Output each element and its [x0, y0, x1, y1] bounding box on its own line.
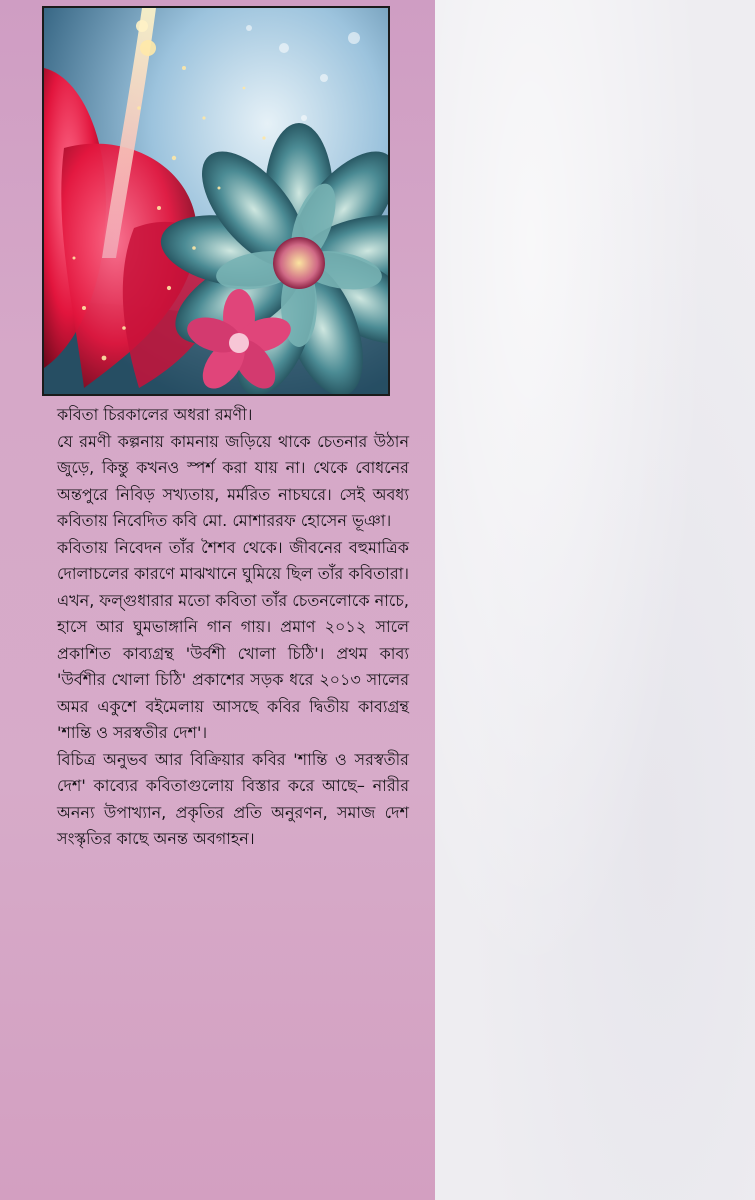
back-cover-blank-panel	[435, 0, 755, 1200]
flower-cover-image	[42, 6, 390, 396]
blurb-paragraph-2: কবিতায় নিবেদন তাঁর শৈশব থেকে। জীবনের বহুমাত্রিক দোলাচলের কারণে মাঝখানে ঘুমিয়ে ছিল তাঁর কবিতারা। এখন, ফল্গুধারার মতো কবিতা তাঁর চেতনলোকে নাচে, হাসে আর ঘুমভাঙ্গানি গান গায়। প্রমাণ ২০১২ সালে প্রকাশিত কাব্যগ্রন্থ 'উর্বশী খোলা চিঠি'। প্রথম কাব্য 'উর্বশীর খোলা চিঠি' প্রকাশের সড়ক ধরে ২০১৩ সালের অমর একুশে বইমেলায় আসছে কবির দ্বিতীয় কাব্যগ্রন্থ 'শান্তি ও সরস্বতীর দেশ'।	[57, 537, 409, 742]
blurb-tagline: কবিতা চিরকালের অধরা রমণী।	[57, 405, 253, 424]
back-cover-blurb	[57, 402, 409, 853]
blurb-paragraph-3: বিচিত্র অনুভব আর বিক্রিয়ার কবির 'শান্তি ও সরস্বতীর দেশ' কাব্যের কবিতাগুলোয় বিস্তার করে আছে– নারীর অনন্য উপাখ্যান, প্রকৃতির প্রতি অনুরণন, সমাজ দেশ সংস্কৃতির কাছে অনন্ত অবগাহন।	[57, 749, 409, 848]
blurb-paragraph-1: যে রমণী কল্পনায় কামনায় জড়িয়ে থাকে চেতনার উঠান জুড়ে, কিন্তু কখনও স্পর্শ করা যায় না। থেকে বোধনের অন্তপুরে নিবিড় সখ্যতায়, মর্মরিত নাচঘরে। সেই অবধ্য কবিতায় নিবেদিত কবি মো. মোশাররফ হোসেন ভূঞা।	[57, 431, 409, 530]
